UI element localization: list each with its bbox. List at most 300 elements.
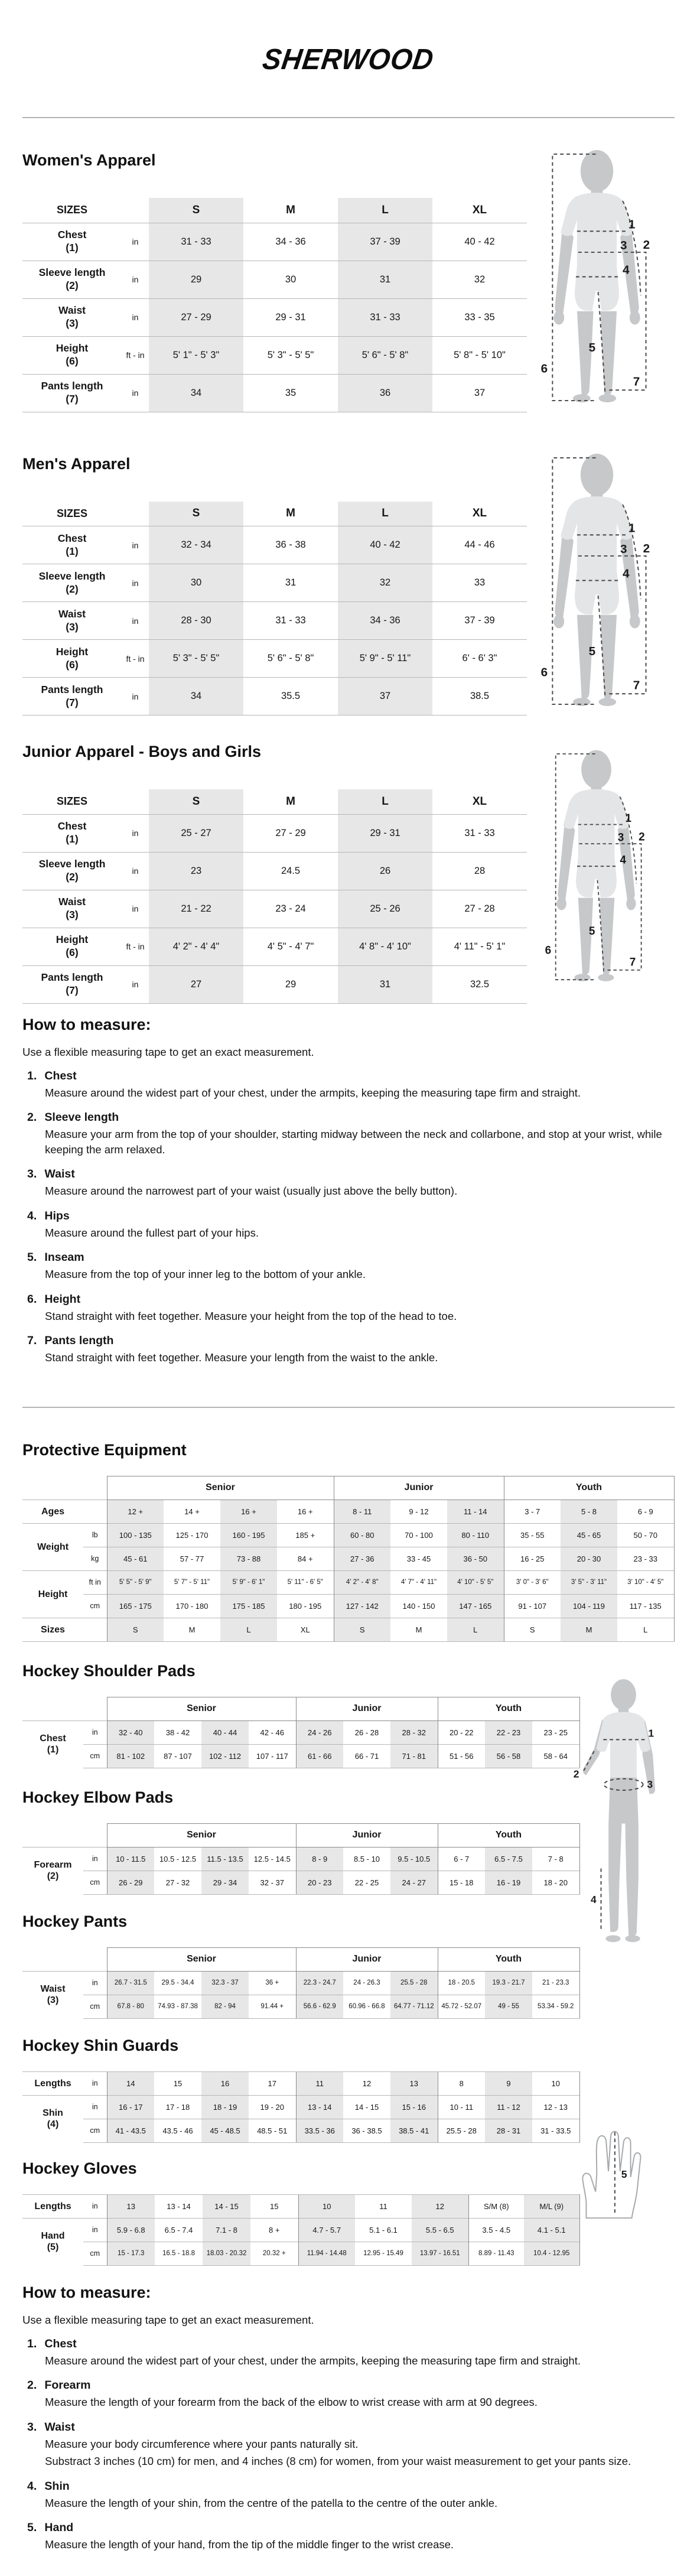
table-cell: 8.89 - 11.43 xyxy=(468,2242,524,2265)
measure-instructions-list-2 xyxy=(22,2337,675,2552)
section-womens-apparel xyxy=(22,151,675,412)
table-cell: 34 - 36 xyxy=(243,223,338,261)
table-cell: 29 xyxy=(243,965,338,1003)
column-header: L xyxy=(338,502,432,526)
table-cell: 104 - 119 xyxy=(561,1594,617,1618)
table-row xyxy=(22,564,527,602)
measure-item-description: Measure around the fullest part of your hips. xyxy=(45,1226,259,1239)
table-cell: 28 - 30 xyxy=(149,602,243,640)
table-row xyxy=(22,1594,674,1618)
measure-item-description: Measure around the narrowest part of your waist (usually just above the belly button). xyxy=(45,1185,458,1198)
table-cell: 5' 8" - 5' 10" xyxy=(432,336,527,374)
column-header: S xyxy=(149,502,243,526)
table-cell: 37 - 39 xyxy=(432,602,527,640)
table-cell: 12 - 13 xyxy=(532,2095,579,2119)
table-cell: 35.5 xyxy=(243,678,338,715)
table-cell: 36 + xyxy=(249,1971,296,1995)
table-cell: 67.8 - 80 xyxy=(107,1995,154,2018)
junior-size-table xyxy=(22,789,527,1004)
table-cell: 37 xyxy=(432,374,527,412)
column-header: S xyxy=(149,789,243,814)
table-row xyxy=(22,1995,579,2018)
column-header: S xyxy=(149,198,243,223)
section-protective-equipment xyxy=(22,1441,675,1642)
table-cell: 45 - 65 xyxy=(561,1523,617,1547)
table-cell: 6.5 - 7.5 xyxy=(485,1847,532,1871)
table-row xyxy=(22,965,527,1003)
measure-item-name: Waist xyxy=(41,1167,75,1181)
measure-item xyxy=(22,1293,675,1324)
hand-figure xyxy=(566,2122,654,2221)
measure-item-number: 2. xyxy=(27,1111,37,1124)
table-cell: 7 - 8 xyxy=(532,1847,579,1871)
row-unit xyxy=(83,1500,107,1523)
table-cell: 10.5 - 12.5 xyxy=(154,1847,201,1871)
measure-item-number: 7. xyxy=(27,1334,37,1348)
row-label-number: (7) xyxy=(66,984,79,996)
figure-label-7: 7 xyxy=(633,375,640,389)
section-title-protective-equipment: Protective Equipment xyxy=(22,1440,187,1459)
table-header-row xyxy=(22,502,527,526)
measure-item-title xyxy=(27,2337,675,2351)
table-cell: 29 - 31 xyxy=(243,298,338,336)
row-label xyxy=(22,890,122,928)
row-label-number: (2) xyxy=(66,583,79,595)
measure-item-name: Chest xyxy=(41,1069,77,1082)
table-cell: 5' 6" - 5' 8" xyxy=(243,640,338,678)
figure-label-shin: 4 xyxy=(591,1893,597,1905)
group-header: Junior xyxy=(296,1697,438,1720)
table-cell: 4.7 - 5.7 xyxy=(298,2218,355,2242)
row-label-number: (1) xyxy=(66,242,79,253)
table-cell: 36 xyxy=(338,374,432,412)
column-header: XL xyxy=(432,789,527,814)
row-label-name: Waist xyxy=(58,607,86,620)
row-label xyxy=(22,223,122,261)
table-cell: 27 - 28 xyxy=(432,890,527,928)
table-row xyxy=(22,2242,579,2265)
table-cell: 74.93 - 87.38 xyxy=(154,1995,201,2018)
figure-label-3: 3 xyxy=(617,831,624,844)
table-row xyxy=(22,1847,579,1871)
table-cell: 35 - 55 xyxy=(504,1523,561,1547)
table-cell: 27 - 29 xyxy=(243,814,338,852)
row-label-name: Pants length xyxy=(41,971,103,984)
row-unit: ft in xyxy=(83,1570,107,1594)
row-label-name: Chest xyxy=(57,820,87,832)
table-row xyxy=(22,640,527,678)
row-label-number: (6) xyxy=(66,658,79,671)
table-cell: 5' 3" - 5' 5" xyxy=(243,336,338,374)
measure-item-name: Chest xyxy=(41,2337,77,2350)
table-cell: 11 - 12 xyxy=(485,2095,532,2119)
figure-label-waist: 3 xyxy=(647,1778,653,1790)
table-cell: 160 - 195 xyxy=(220,1523,277,1547)
table-cell: 13 xyxy=(107,2194,155,2218)
how-to-measure-title: How to measure: xyxy=(22,1015,151,1033)
row-label-name: Height xyxy=(56,342,89,354)
table-cell: 51 - 56 xyxy=(438,1744,485,1768)
row-label-name: Sizes xyxy=(41,1624,65,1635)
row-unit: in xyxy=(122,602,149,640)
section-hockey-gloves xyxy=(22,2159,675,2266)
section-how-to-measure-equipment xyxy=(22,2284,675,2552)
table-cell: 16 - 25 xyxy=(504,1547,561,1570)
row-label-number: (6) xyxy=(66,947,79,958)
measure-item-title xyxy=(27,2480,675,2493)
table-cell: 18 - 19 xyxy=(201,2095,249,2119)
table-cell: 43.5 - 46 xyxy=(154,2119,201,2142)
table-row xyxy=(22,2071,579,2095)
group-header: Youth xyxy=(438,1697,579,1720)
table-cell: 3 - 7 xyxy=(504,1500,561,1523)
how-to-measure-title-2: How to measure: xyxy=(22,2283,151,2301)
column-header: L xyxy=(338,198,432,223)
table-row xyxy=(22,852,527,890)
protective-table xyxy=(22,1476,675,1642)
table-cell: 15 xyxy=(250,2194,298,2218)
table-cell: 57 - 77 xyxy=(164,1547,220,1570)
section-title-hockey-pants: Hockey Pants xyxy=(22,1912,128,1930)
table-cell: 6 - 7 xyxy=(438,1847,485,1871)
table-cell: 40 - 44 xyxy=(201,1720,249,1744)
table-cell: 10 - 11 xyxy=(438,2095,485,2119)
section-title-mens-apparel: Men's Apparel xyxy=(22,454,131,473)
row-label-number: (3) xyxy=(66,909,79,921)
table-cell: 19.3 - 21.7 xyxy=(485,1971,532,1995)
table-cell: 20 - 30 xyxy=(561,1547,617,1570)
junior-figure xyxy=(526,740,667,988)
row-label-number: (1) xyxy=(66,545,79,557)
table-cell: 36 - 38.5 xyxy=(343,2119,390,2142)
row-unit: in xyxy=(83,1847,107,1871)
table-cell: 91 - 107 xyxy=(504,1594,561,1618)
table-cell: 32 - 37 xyxy=(249,1871,296,1894)
measure-item-name: Pants length xyxy=(41,1334,114,1348)
row-label xyxy=(22,2218,83,2265)
row-label xyxy=(22,814,122,852)
row-label-number: (1) xyxy=(47,1745,59,1755)
table-cell: 24.5 xyxy=(243,852,338,890)
measure-item-description: Measure your body circumference where your pants naturally sit. xyxy=(45,2437,359,2450)
row-unit: in xyxy=(122,814,149,852)
table-cell: 27 - 32 xyxy=(154,1871,201,1894)
row-label xyxy=(22,374,122,412)
table-cell: S xyxy=(107,1618,164,1641)
table-cell: 15 xyxy=(154,2071,201,2095)
measure-item-name: Shin xyxy=(41,2479,70,2493)
measure-item-description: Measure from the top of your inner leg to the bottom of your ankle. xyxy=(45,1268,366,1281)
section-junior-apparel xyxy=(22,743,675,1004)
table-cell: 3' 0" - 3' 6" xyxy=(504,1570,561,1594)
table-cell: 29 - 31 xyxy=(338,814,432,852)
row-label-number: (4) xyxy=(47,2119,59,2130)
row-label-number: (2) xyxy=(66,279,79,291)
table-row xyxy=(22,223,527,261)
table-cell: 16 xyxy=(201,2071,249,2095)
measure-item-title xyxy=(27,1209,675,1223)
table-row xyxy=(22,336,527,374)
row-unit: cm xyxy=(83,1594,107,1618)
table-cell: 38.5 - 41 xyxy=(390,2119,438,2142)
measure-item-title xyxy=(27,1334,675,1348)
table-cell: S xyxy=(334,1618,390,1641)
measure-item xyxy=(22,2521,675,2552)
table-cell: S xyxy=(504,1618,561,1641)
row-label-name: Sleeve length xyxy=(38,266,106,279)
figure-label-6: 6 xyxy=(545,944,552,957)
table-cell: 107 - 117 xyxy=(249,1744,296,1768)
table-cell: 4' 11" - 5' 1" xyxy=(432,928,527,965)
table-row xyxy=(22,1871,579,1894)
measure-item-title xyxy=(27,1251,675,1264)
table-cell: XL xyxy=(277,1618,334,1641)
figure-label-1: 1 xyxy=(628,217,636,232)
row-label-number: (2) xyxy=(66,871,79,883)
table-cell: 147 - 165 xyxy=(447,1594,504,1618)
measure-item-title xyxy=(27,1111,675,1124)
table-row xyxy=(22,1500,674,1523)
table-row xyxy=(22,928,527,965)
how-to-measure-intro: Use a flexible measuring tape to get an exact measurement. xyxy=(22,1045,314,1058)
unit-header xyxy=(122,789,149,814)
figure-label-chest: 1 xyxy=(648,1727,654,1739)
table-cell: 45 - 61 xyxy=(107,1547,164,1570)
measure-item xyxy=(22,1251,675,1282)
table-cell: 14 - 15 xyxy=(343,2095,390,2119)
unit-header xyxy=(122,502,149,526)
table-cell: 117 - 135 xyxy=(617,1594,674,1618)
row-label-name: Pants length xyxy=(41,380,103,392)
table-cell: 31 xyxy=(338,261,432,298)
measure-item-title xyxy=(27,1167,675,1181)
table-cell: 31 xyxy=(338,965,432,1003)
table-cell: 3' 10" - 4' 5" xyxy=(617,1570,674,1594)
table-cell: 5.1 - 6.1 xyxy=(355,2218,412,2242)
table-cell: 32.3 - 37 xyxy=(201,1971,249,1995)
section-title-shoulder-pads: Hockey Shoulder Pads xyxy=(22,1661,196,1680)
table-cell: 14 + xyxy=(164,1500,220,1523)
table-row xyxy=(22,261,527,298)
figure-label-2: 2 xyxy=(643,541,650,555)
row-unit: cm xyxy=(83,2242,107,2265)
table-cell: 34 - 36 xyxy=(338,602,432,640)
table-cell: 28 - 32 xyxy=(390,1720,438,1744)
table-cell: 15 - 18 xyxy=(438,1871,485,1894)
figure-label-2: 2 xyxy=(639,831,645,844)
section-mens-apparel xyxy=(22,455,675,716)
table-cell: 25 - 27 xyxy=(149,814,243,852)
row-unit: in xyxy=(122,298,149,336)
row-unit: in xyxy=(122,526,149,564)
table-cell: 9.5 - 10.5 xyxy=(390,1847,438,1871)
row-unit: in xyxy=(122,261,149,298)
table-row xyxy=(22,1744,579,1768)
table-cell: 9 xyxy=(485,2071,532,2095)
measure-item-number: 4. xyxy=(27,1209,37,1222)
row-label xyxy=(22,1720,83,1768)
table-cell: 56 - 58 xyxy=(485,1744,532,1768)
table-cell: L xyxy=(617,1618,674,1641)
row-label xyxy=(22,852,122,890)
figure-label-5: 5 xyxy=(588,925,595,938)
table-cell: 37 - 39 xyxy=(338,223,432,261)
sizes-header: SIZES xyxy=(22,198,122,223)
row-unit: cm xyxy=(83,1871,107,1894)
table-cell: 81 - 102 xyxy=(107,1744,154,1768)
table-cell: 32.5 xyxy=(432,965,527,1003)
table-cell: 5 - 8 xyxy=(561,1500,617,1523)
table-cell: 6' - 6' 3" xyxy=(432,640,527,678)
table-cell: 60 - 80 xyxy=(334,1523,390,1547)
table-cell: 30 xyxy=(149,564,243,602)
men-size-table xyxy=(22,502,527,716)
table-cell: 29 xyxy=(149,261,243,298)
table-cell: 5' 7" - 5' 11" xyxy=(164,1570,220,1594)
row-unit: cm xyxy=(83,1995,107,2018)
table-cell: 41 - 43.5 xyxy=(107,2119,154,2142)
shin-table xyxy=(22,2071,580,2143)
table-cell: 34 xyxy=(149,678,243,715)
group-header: Youth xyxy=(438,1823,579,1847)
table-cell: 31 - 33 xyxy=(243,602,338,640)
measure-item-number: 2. xyxy=(27,2379,37,2392)
table-row xyxy=(22,890,527,928)
table-cell: 12 xyxy=(412,2194,468,2218)
measure-item xyxy=(22,1209,675,1241)
table-cell: 6 - 9 xyxy=(617,1500,674,1523)
section-title-elbow-pads: Hockey Elbow Pads xyxy=(22,1788,174,1806)
table-cell: 5' 11" - 6' 5" xyxy=(277,1570,334,1594)
row-label-name: Waist xyxy=(40,1984,66,1995)
measure-item xyxy=(22,1334,675,1365)
table-cell: 45.72 - 52.07 xyxy=(438,1995,485,2018)
protective-equipment-figure xyxy=(569,1675,678,1953)
table-cell: 11.5 - 13.5 xyxy=(201,1847,249,1871)
measure-item-description: Measure your arm from the top of your shoulder, starting midway between the neck and collarbone, and stop at your wrist, while keeping the arm relaxed. xyxy=(45,1128,662,1156)
table-cell: 31 - 33 xyxy=(432,814,527,852)
table-cell: 21 - 23.3 xyxy=(532,1971,579,1995)
table-cell: 26.7 - 31.5 xyxy=(107,1971,154,1995)
row-unit: cm xyxy=(83,1744,107,1768)
measure-item-number: 5. xyxy=(27,2521,37,2535)
table-cell: 27 xyxy=(149,965,243,1003)
row-label xyxy=(22,564,122,602)
table-cell: 13 - 14 xyxy=(155,2194,203,2218)
table-cell: 15 - 17.3 xyxy=(107,2242,155,2265)
table-row xyxy=(22,1523,674,1547)
group-header: Senior xyxy=(107,1697,296,1720)
row-label-name: Weight xyxy=(37,1541,69,1552)
section-how-to-measure-apparel xyxy=(22,1016,675,1365)
row-unit: in xyxy=(83,2071,107,2095)
column-header: M xyxy=(243,198,338,223)
row-label-number: (3) xyxy=(66,620,79,633)
measure-item-name: Hand xyxy=(41,2521,74,2535)
measure-item-number: 5. xyxy=(27,1251,37,1264)
body-silhouette-figure xyxy=(526,740,667,988)
table-cell: 32 - 34 xyxy=(149,526,243,564)
table-cell: 50 - 70 xyxy=(617,1523,674,1547)
table-cell: 60.96 - 66.8 xyxy=(343,1995,390,2018)
table-cell: 58 - 64 xyxy=(532,1744,579,1768)
table-cell: 165 - 175 xyxy=(107,1594,164,1618)
table-cell: 13 - 14 xyxy=(296,2095,343,2119)
table-cell: 12.95 - 15.49 xyxy=(355,2242,412,2265)
table-cell: 24 - 26 xyxy=(296,1720,343,1744)
row-label xyxy=(22,526,122,564)
row-unit: in xyxy=(83,2194,107,2218)
table-cell: 10.4 - 12.95 xyxy=(524,2242,579,2265)
table-row xyxy=(22,678,527,715)
table-cell: 5' 9" - 5' 11" xyxy=(338,640,432,678)
pants-table xyxy=(22,1947,580,2019)
row-label-name: Chest xyxy=(57,532,87,544)
table-cell: 6.5 - 7.4 xyxy=(155,2218,203,2242)
figure-label-hand: 5 xyxy=(621,2168,627,2180)
measure-item-description: Measure the length of your shin, from the centre of the patella to the centre of the outer ankle. xyxy=(45,2496,498,2509)
row-label xyxy=(22,2194,83,2218)
table-cell: 23 - 33 xyxy=(617,1547,674,1570)
table-cell: 5' 1" - 5' 3" xyxy=(149,336,243,374)
table-cell: 18 - 20.5 xyxy=(438,1971,485,1995)
group-header-spacer xyxy=(22,1697,107,1720)
row-unit: in xyxy=(122,965,149,1003)
table-cell: 32 xyxy=(338,564,432,602)
column-header: M xyxy=(243,502,338,526)
figure-label-3: 3 xyxy=(620,542,627,556)
table-cell: 91.44 + xyxy=(249,1995,296,2018)
table-cell: 31 - 33 xyxy=(338,298,432,336)
table-cell: 32 - 40 xyxy=(107,1720,154,1744)
table-row xyxy=(22,1720,579,1744)
measure-item-description: Measure around the widest part of your chest, under the armpits, keeping the measuring tape firm and straight. xyxy=(45,2354,581,2367)
table-header-row xyxy=(22,198,527,223)
table-cell: 9 - 12 xyxy=(390,1500,447,1523)
table-cell: 17 xyxy=(249,2071,296,2095)
table-cell: 5' 9" - 6' 1" xyxy=(220,1570,277,1594)
group-header: Senior xyxy=(107,1476,334,1500)
row-unit xyxy=(83,1618,107,1641)
table-cell: 38.5 xyxy=(432,678,527,715)
table-cell: 24 - 26.3 xyxy=(343,1971,390,1995)
table-cell: 66 - 71 xyxy=(343,1744,390,1768)
group-header-row xyxy=(22,1947,579,1971)
table-cell: 22 - 23 xyxy=(485,1720,532,1744)
measure-item xyxy=(22,1167,675,1199)
row-unit: ft - in xyxy=(122,640,149,678)
table-cell: 33 xyxy=(432,564,527,602)
figure-label-6: 6 xyxy=(540,362,548,376)
row-unit: kg xyxy=(83,1547,107,1570)
measure-item-description: Measure the length of your forearm from the back of the elbow to wrist crease with arm at 90 degrees. xyxy=(45,2396,538,2409)
table-cell: 8 + xyxy=(250,2218,298,2242)
gloves-table xyxy=(22,2194,580,2266)
table-header-row xyxy=(22,789,527,814)
table-cell: M xyxy=(164,1618,220,1641)
section-title-hockey-gloves: Hockey Gloves xyxy=(22,2159,137,2177)
row-label xyxy=(22,678,122,715)
row-unit: in xyxy=(122,678,149,715)
group-header-row xyxy=(22,1697,579,1720)
table-cell: 14 xyxy=(107,2071,154,2095)
column-header: XL xyxy=(432,198,527,223)
table-cell: 7.1 - 8 xyxy=(203,2218,250,2242)
measure-item xyxy=(22,2379,675,2410)
table-cell: 185 + xyxy=(277,1523,334,1547)
row-label-name: Hand xyxy=(41,2231,65,2242)
table-row xyxy=(22,298,527,336)
